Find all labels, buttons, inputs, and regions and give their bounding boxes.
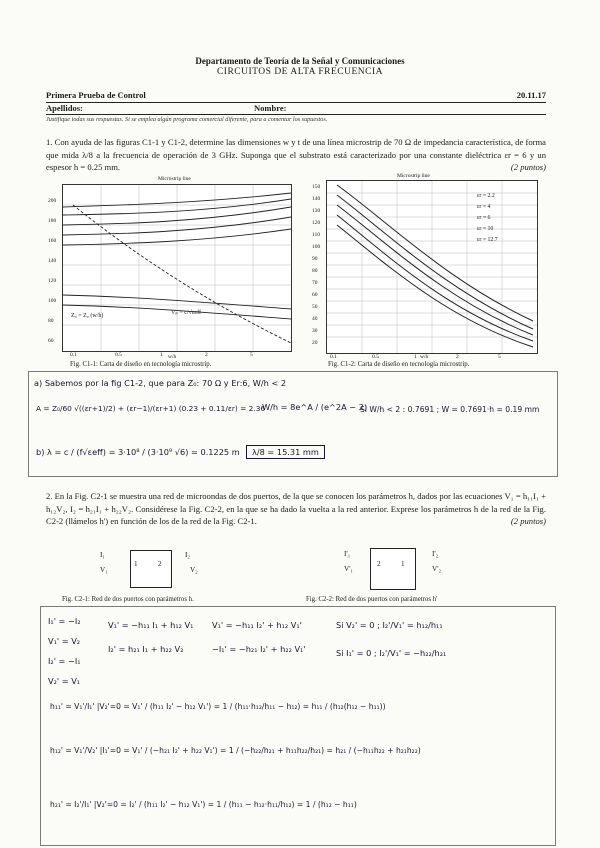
net1-label-3: 2 bbox=[158, 560, 162, 568]
solution-2-eq-1: I₁' = −I₂ bbox=[48, 616, 81, 626]
net2-label-0: I'₁ bbox=[344, 550, 351, 558]
chart-c1-1 bbox=[62, 176, 292, 352]
c1-1-ytick-5: 100 bbox=[48, 298, 57, 304]
net2-label-4: I'₂ bbox=[432, 550, 439, 558]
solution-2-case-2: Si I₁' = 0 ; I₂'/V₁' = −h₂₂/h₂₁ bbox=[336, 648, 447, 658]
fig-c2-1-caption: Fig. C2-1: Red de dos puertos con parámetros h. bbox=[62, 596, 194, 603]
chart-c1-1-title: Microstrip line bbox=[158, 176, 191, 182]
solution-2-system-1: V₁' = −h₁₁ I₁ + h₁₂ V₁ bbox=[108, 620, 194, 630]
net1-label-4: I₂ bbox=[185, 551, 190, 559]
net2-label-1: V'₁ bbox=[344, 565, 353, 573]
problem-1-points: (2 puntos) bbox=[510, 162, 546, 173]
c1-2-ytick-8: 70 bbox=[312, 280, 318, 286]
c1-2-curve-er-12.7 bbox=[337, 225, 533, 347]
chart-c1-2-title: Microstrip line bbox=[397, 173, 430, 179]
student-name-row bbox=[46, 103, 546, 115]
problem-1 bbox=[46, 136, 546, 174]
solution-2-h12: h₁₂' = V₁'/V₂' |I₁'=0 = V₁' / (−h₂₁ I₂' + h₂₂ V₁') = 1 / (−h₂₂/h₂₁ + h₁₁h₂₂/h₂₁) = h₂₁ / (−h₁₁h₂₂ + h₂₁h₂₂) bbox=[50, 746, 421, 755]
c1-1-ytick-1: 180 bbox=[48, 218, 57, 224]
net1-label-2: 1 bbox=[134, 560, 138, 568]
c1-1-xtick-4: 5 bbox=[250, 352, 253, 358]
c1-2-ytick-3: 120 bbox=[312, 220, 321, 226]
c1-1-ytick-3: 140 bbox=[48, 258, 57, 264]
department-title: Departamento de Teoría de la Señal y Comunicaciones bbox=[195, 56, 405, 66]
solution-2-eq-2: V₁' = V₂ bbox=[48, 636, 81, 646]
exam-date: 20.11.17 bbox=[516, 90, 546, 100]
chart-c1-2 bbox=[326, 173, 538, 354]
c1-1-xtick-0: 0.1 bbox=[70, 352, 77, 358]
c1-2-xtick-0: 0.1 bbox=[330, 354, 337, 360]
c1-2-legend-item-4: εr = 12.7 bbox=[477, 237, 498, 243]
surname-label: Apellidos: bbox=[46, 103, 83, 113]
solution-2-eq-4: V₂' = V₁ bbox=[48, 676, 81, 686]
solution-2-h21: h₂₁' = I₂'/I₁' |V₂'=0 = I₂' / (h₁₁ I₂' − h₁₂ V₁') = 1 / (h₁₁ − h₁₂·h₁₁/h₁₂) = 1 / (h₁₂ − h₁₁) bbox=[50, 800, 357, 809]
problem-1-text: 1. Con ayuda de las figuras C1-1 y C1-2, determine las dimensiones w y t de una línea microstrip de 70 Ω de impedancia característica, de forma que mida λ/8 a la frecuencia de operación de 3 GHz. Suponga que el substrato está caracterizado por una constante dieléctrica εr = 6 y un espesor h = 0.25 mm. bbox=[46, 137, 546, 173]
exam-title: Primera Prueba de Control bbox=[46, 90, 146, 100]
fig-c2-2-caption: Fig. C2-2: Red de dos puertos con parámetros h' bbox=[306, 596, 438, 603]
fig-c1-1-caption: Fig. C1-1: Carta de diseño en tecnología microstrip. bbox=[70, 361, 212, 368]
c1-1-ytick-6: 80 bbox=[48, 318, 54, 324]
c1-2-legend-item-3: εr = 10 bbox=[477, 226, 494, 232]
problem-2 bbox=[46, 490, 546, 528]
fig-c1-2-caption: Fig. C1-2: Carta de diseño en tecnología microstrip. bbox=[328, 361, 470, 368]
solution-2-system-p2: −I₁' = −h₂₁ I₂' + h₂₂ V₁' bbox=[212, 644, 306, 654]
c1-2-ytick-9: 60 bbox=[312, 292, 318, 298]
solution-1-formula-a: A = Z₀/60 √((εr+1)/2) + (εr−1)/(εr+1) (0.23 + 0.11/εr) = 2.36 bbox=[36, 404, 266, 413]
c1-1-xtick-2: 1 bbox=[160, 352, 163, 358]
c1-1-xtick-1: 0.5 bbox=[115, 352, 122, 358]
course-title: CIRCUITOS DE ALTA FRECUENCIA bbox=[216, 67, 384, 77]
network-c2-1-box bbox=[130, 550, 172, 588]
solution-1-line-1: a) Sabemos por la fig C1-2, que para Z₀: 70 Ω y Er:6, W/h < 2 bbox=[34, 378, 287, 388]
solution-2-h11: h₁₁' = V₁'/I₁' |V₂'=0 = V₁' / (h₁₁ I₂' − h₁₂ V₁') = 1 / (h₁₁·h₁₂/h₁₁ − h₁₂) = h₁₁ / (h₁₂(h₁₂ − h₁₁)) bbox=[50, 702, 386, 711]
c1-1-curve-6 bbox=[73, 205, 291, 343]
network-c2-2-box bbox=[370, 548, 416, 590]
c1-2-ytick-6: 90 bbox=[312, 256, 318, 262]
c1-1-ytick-0: 200 bbox=[48, 198, 57, 204]
c1-2-ytick-2: 130 bbox=[312, 208, 321, 214]
c1-2-legend-item-2: εr = 6 bbox=[477, 215, 491, 221]
solution-2-case-1: Si V₂' = 0 ; I₂'/V₁' = h₁₂/h₁₁ bbox=[336, 620, 443, 630]
c1-2-ytick-11: 40 bbox=[312, 316, 318, 322]
c1-2-ytick-4: 110 bbox=[312, 232, 321, 238]
c1-2-xtick-1: 0.5 bbox=[372, 354, 379, 360]
c1-2-ytick-12: 30 bbox=[312, 328, 318, 334]
c1-2-ytick-5: 100 bbox=[312, 244, 321, 250]
c1-1-ytick-7: 60 bbox=[48, 338, 54, 344]
solution-1-formula-wh: W/h = 8e^A / (e^2A − 2) bbox=[262, 402, 368, 412]
c1-2-ytick-1: 140 bbox=[312, 196, 321, 202]
exam-title-row bbox=[46, 90, 546, 103]
chart-c1-1-svg bbox=[63, 185, 291, 351]
c1-2-legend-item-1: εr = 4 bbox=[477, 204, 491, 210]
chart-c1-1-label-vp: Vₚ = c/√εeff bbox=[171, 310, 201, 316]
c1-2-ytick-0: 150 bbox=[312, 184, 321, 190]
net2-label-3: 1 bbox=[401, 560, 405, 568]
problem-2-points: (2 puntos) bbox=[510, 516, 546, 527]
solution-2-system-2: I₂' = h₂₁ I₁ + h₂₂ V₂ bbox=[108, 644, 184, 654]
chart-c1-1-xlabel: w/h bbox=[168, 354, 177, 360]
solution-2-system-p1: V₁' = −h₁₁ I₂' + h₁₂ V₁' bbox=[212, 620, 302, 630]
c1-2-ytick-7: 80 bbox=[312, 268, 318, 274]
solution-2-eq-3: I₂' = −I₁ bbox=[48, 656, 81, 666]
c1-2-xtick-2: 1 bbox=[414, 354, 417, 360]
problem-2-text: 2. En la Fig. C2-1 se muestra una red de microondas de dos puertos, de la que se conocen los parámetros h, dados por las ecuaciones V₁ = h₁₁I₁ + h₁₂V₂, I₂ = h₂₁I₁ + h₂₂V₂. Considérese la Fig. C2-2, en la que se ha dado la vuelta a la red anterior. Exprese los parámetros h de la red de la Fig. C2-2 (llámelos h') en función de los de la red de la Fig. C2-1. bbox=[46, 491, 546, 527]
chart-c1-2-xlabel: w/h bbox=[420, 354, 429, 360]
c1-2-ytick-10: 50 bbox=[312, 304, 318, 310]
net1-label-1: V₁ bbox=[100, 566, 108, 574]
net1-label-5: V₂ bbox=[190, 566, 198, 574]
c1-1-xtick-3: 2 bbox=[205, 352, 208, 358]
solution-1-width-result: Si W/h < 2 : 0.7691 ; W = 0.7691·h = 0.19 mm bbox=[360, 405, 540, 414]
chart-c1-2-svg bbox=[327, 181, 537, 353]
c1-2-legend-item-0: εr = 2.2 bbox=[477, 193, 495, 199]
solution-1-result: λ/8 = 15.31 mm bbox=[246, 445, 325, 459]
chart-c1-1-label-z0: Z₀ = Z₀ (w/h) bbox=[71, 313, 104, 319]
c1-1-ytick-2: 160 bbox=[48, 238, 57, 244]
c1-2-ytick-13: 20 bbox=[312, 340, 318, 346]
c1-2-xtick-3: 2 bbox=[456, 354, 459, 360]
solution-1-lambda: b) λ = c / (f√εeff) = 3·10⁸ / (3·10⁹ √6) = 0.1225 m bbox=[36, 447, 240, 457]
c1-2-xtick-4: 5 bbox=[498, 354, 501, 360]
c1-2-curve-er-6 bbox=[337, 205, 533, 335]
net2-label-2: 2 bbox=[377, 560, 381, 568]
c1-1-ytick-4: 120 bbox=[48, 278, 57, 284]
instructions-note: Justifique todas sus respuestas. Si se emplea algún programa comercial diferente, para a comentar los supuestos. bbox=[46, 116, 328, 123]
name-label: Nombre: bbox=[254, 103, 287, 113]
net2-label-5: V'₂ bbox=[432, 565, 441, 573]
net1-label-0: I₁ bbox=[100, 551, 105, 559]
solution-2-box bbox=[40, 606, 556, 846]
